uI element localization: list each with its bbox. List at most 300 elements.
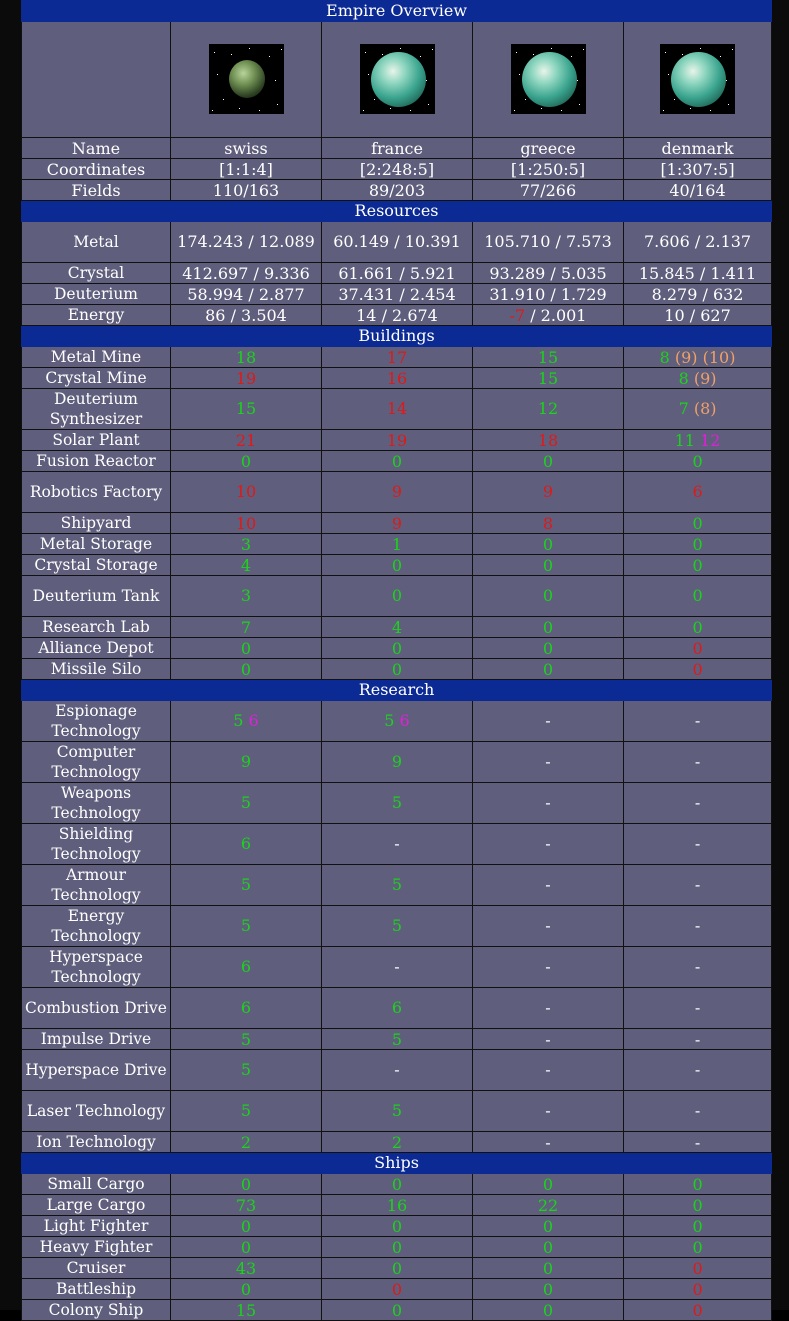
value-cell xyxy=(473,638,624,659)
row-label: Battleship xyxy=(22,1279,171,1300)
value-cell xyxy=(322,534,473,555)
value-cell xyxy=(624,1091,772,1132)
cell-value: 5 xyxy=(240,875,252,894)
cell-value: 412.697 / 9.336 xyxy=(182,263,310,283)
cell-value: 15 xyxy=(235,1300,257,1320)
cell-value: 8.279 / 632 xyxy=(651,284,744,304)
right-border xyxy=(771,0,789,1310)
value-cell xyxy=(171,865,322,906)
row-label: Computer Technology xyxy=(22,742,171,783)
value-cell xyxy=(171,701,322,742)
cell-value: 6 xyxy=(240,834,252,853)
value-cell xyxy=(473,284,624,305)
cell-value: 7 xyxy=(678,399,689,418)
cell-value: - xyxy=(694,793,701,812)
row-label: Robotics Factory xyxy=(22,472,171,513)
table-row xyxy=(22,368,772,389)
value-cell xyxy=(473,451,624,472)
value-cell xyxy=(624,305,772,326)
cell-value: 5 xyxy=(240,1060,252,1079)
row-label: Deuterium xyxy=(22,284,171,305)
star-dot xyxy=(432,49,433,50)
value-cell xyxy=(171,513,322,534)
cell-value: - xyxy=(545,957,551,976)
star-dot xyxy=(420,56,421,57)
cell-value: 12 xyxy=(537,399,559,418)
cell-value: - xyxy=(694,875,701,894)
table-row xyxy=(22,659,772,680)
planet-image-cell[interactable] xyxy=(171,22,322,138)
row-label: Crystal Storage xyxy=(22,555,171,576)
value-cell xyxy=(624,1195,772,1216)
cell-value: - xyxy=(545,793,551,812)
planet-name[interactable]: denmark xyxy=(624,138,772,159)
planet-name[interactable]: greece xyxy=(473,138,624,159)
cell-value: 5 xyxy=(240,1101,252,1120)
cell-value: 3 xyxy=(240,586,252,605)
star-dot xyxy=(217,74,218,75)
cell-value: 0 xyxy=(542,1258,554,1278)
cell-value: 0 xyxy=(391,1279,403,1299)
cell-value: 0 xyxy=(542,617,554,637)
value-cell xyxy=(171,1300,322,1321)
planet-coordinates[interactable]: [1:250:5] xyxy=(473,159,624,180)
value-cell xyxy=(171,659,322,680)
cell-value: 16 xyxy=(386,368,408,388)
value-cell xyxy=(171,783,322,824)
value-cell xyxy=(473,1050,624,1091)
value-cell xyxy=(473,824,624,865)
star-dot xyxy=(726,80,727,81)
value-cell xyxy=(473,430,624,451)
star-dot xyxy=(275,80,276,81)
value-cell xyxy=(473,347,624,368)
table-row xyxy=(22,513,772,534)
star-dot xyxy=(382,54,383,55)
cell-value: - xyxy=(394,834,400,853)
cell-value: 0 xyxy=(692,1279,703,1299)
cell-value: 9 xyxy=(391,752,403,771)
value-cell xyxy=(322,1279,473,1300)
value-cell xyxy=(322,617,473,638)
star-dot xyxy=(519,74,520,75)
value-cell xyxy=(171,1216,322,1237)
star-dot xyxy=(514,110,515,111)
empty-header-cell xyxy=(22,22,171,138)
cell-value: 174.243 / 12.089 xyxy=(177,232,315,251)
cell-value: 9 xyxy=(391,482,403,501)
cell-value: - xyxy=(694,1101,701,1120)
table-row xyxy=(22,988,772,1029)
value-cell xyxy=(171,1132,322,1153)
value-cell xyxy=(171,1195,322,1216)
star-dot xyxy=(583,49,584,50)
row-label: Small Cargo xyxy=(22,1174,171,1195)
value-cell xyxy=(624,284,772,305)
star-dot xyxy=(577,80,578,81)
table-row xyxy=(22,1237,772,1258)
value-cell xyxy=(473,865,624,906)
cell-value: 0 xyxy=(391,1216,403,1236)
value-cell xyxy=(624,534,772,555)
section-header-ships: Ships xyxy=(22,1153,772,1174)
cell-value: 0 xyxy=(692,534,703,554)
cell-value: - xyxy=(694,998,701,1017)
row-label: Ion Technology xyxy=(22,1132,171,1153)
cell-value: - xyxy=(545,916,551,935)
value-cell xyxy=(322,347,473,368)
value-cell xyxy=(473,534,624,555)
value-cell xyxy=(171,824,322,865)
cell-value: 6 xyxy=(240,998,252,1017)
cell-value: - xyxy=(545,752,551,771)
cell-value: 0 xyxy=(542,1279,554,1299)
cell-value: 1 xyxy=(391,534,403,554)
table-row xyxy=(22,906,772,947)
cell-value: 0 xyxy=(391,638,403,658)
cell-value: 0 xyxy=(240,1237,252,1257)
value-cell xyxy=(624,824,772,865)
table-row xyxy=(22,389,772,430)
cell-value: 0 xyxy=(692,638,703,658)
cell-value: 0 xyxy=(692,1237,703,1257)
table-row xyxy=(22,1195,772,1216)
cell-value: 9 xyxy=(240,752,252,771)
value-cell xyxy=(473,305,624,326)
cell-value: 15 xyxy=(235,399,257,418)
cell-value: 0 xyxy=(692,586,703,605)
value-cell xyxy=(473,555,624,576)
row-label: Deuterium Tank xyxy=(22,576,171,617)
value-cell xyxy=(322,1050,473,1091)
value-cell xyxy=(473,1237,624,1258)
star-dot xyxy=(732,49,733,50)
value-cell xyxy=(624,783,772,824)
value-cell xyxy=(624,389,772,430)
value-cell xyxy=(473,701,624,742)
cell-value: 15 xyxy=(537,347,559,367)
value-cell xyxy=(322,1132,473,1153)
small-green-planet-icon[interactable] xyxy=(209,44,284,114)
cell-value: -7 xyxy=(509,305,526,325)
star-dot xyxy=(541,108,542,109)
cell-value: 16 xyxy=(386,1195,408,1215)
cell-value: 5 xyxy=(391,916,403,935)
cell-value: 3 xyxy=(240,534,252,554)
value-cell xyxy=(624,947,772,988)
value-cell xyxy=(171,472,322,513)
row-label: Espionage Technology xyxy=(22,701,171,742)
value-cell xyxy=(624,865,772,906)
cell-value: 0 xyxy=(391,1174,403,1194)
star-dot xyxy=(561,110,562,111)
value-cell xyxy=(624,347,772,368)
page-title: Empire Overview xyxy=(22,1,772,22)
table-row xyxy=(22,1279,772,1300)
cell-value: 6 xyxy=(240,957,252,976)
value-cell xyxy=(171,263,322,284)
value-cell xyxy=(473,263,624,284)
value-cell xyxy=(322,1258,473,1279)
teal-planet-icon[interactable] xyxy=(511,44,586,114)
value-cell xyxy=(624,742,772,783)
row-label: Laser Technology xyxy=(22,1091,171,1132)
planet-fields: 110/163 xyxy=(171,180,322,201)
cell-value: 5 xyxy=(391,1101,403,1120)
value-cell xyxy=(171,534,322,555)
cell-value: 0 xyxy=(391,1300,403,1320)
cell-value: 6 xyxy=(391,998,403,1017)
planet-sphere xyxy=(671,52,726,107)
cell-value: 86 / 3.504 xyxy=(205,305,287,325)
cell-value: - xyxy=(545,1060,551,1079)
table-row xyxy=(22,451,772,472)
value-cell xyxy=(322,824,473,865)
value-cell xyxy=(624,555,772,576)
table-row xyxy=(22,347,772,368)
cell-value: 37.431 / 2.454 xyxy=(338,284,456,304)
row-label: Large Cargo xyxy=(22,1195,171,1216)
cell-value: 22 xyxy=(537,1195,559,1215)
table-row xyxy=(22,824,772,865)
cell-value: 17 xyxy=(386,347,408,367)
cell-value: 0 xyxy=(542,555,554,575)
cell-value: 0 xyxy=(391,451,403,471)
cell-value: 21 xyxy=(235,430,257,450)
value-cell xyxy=(473,659,624,680)
star-dot xyxy=(674,99,675,100)
planet-sphere xyxy=(371,52,426,107)
table-row xyxy=(22,1258,772,1279)
cell-value: 60.149 / 10.391 xyxy=(333,232,461,251)
cell-value: 6 xyxy=(243,711,259,730)
star-dot xyxy=(579,104,580,105)
value-cell xyxy=(171,389,322,430)
cell-value: 0 xyxy=(542,451,554,471)
cell-value: - xyxy=(694,1029,701,1049)
cell-value: 0 xyxy=(692,1195,703,1215)
row-label: Energy Technology xyxy=(22,906,171,947)
row-label: Metal Mine xyxy=(22,347,171,368)
row-label: Crystal xyxy=(22,263,171,284)
planet-name[interactable]: swiss xyxy=(171,138,322,159)
section-header-research: Research xyxy=(22,680,772,701)
value-cell xyxy=(322,1195,473,1216)
star-dot xyxy=(710,110,711,111)
value-cell xyxy=(171,988,322,1029)
table-row xyxy=(22,1174,772,1195)
cell-value: / 2.001 xyxy=(525,305,587,325)
cell-value: (9) xyxy=(688,368,717,388)
cell-value: 6 xyxy=(394,711,410,730)
cell-value: (9) xyxy=(669,347,698,367)
value-cell xyxy=(322,1237,473,1258)
value-cell xyxy=(624,659,772,680)
value-cell xyxy=(171,906,322,947)
value-cell xyxy=(473,1279,624,1300)
value-cell xyxy=(322,1029,473,1050)
cell-value: 0 xyxy=(240,1174,252,1194)
planet-image-cell[interactable] xyxy=(473,22,624,138)
planet-coordinates[interactable]: [2:248:5] xyxy=(322,159,473,180)
value-cell xyxy=(624,1279,772,1300)
star-dot xyxy=(426,80,427,81)
star-dot xyxy=(223,99,224,100)
table-row xyxy=(22,305,772,326)
table-row xyxy=(22,555,772,576)
value-cell xyxy=(322,701,473,742)
row-label: Shipyard xyxy=(22,513,171,534)
value-cell xyxy=(624,906,772,947)
cell-value: 14 / 2.674 xyxy=(356,305,438,325)
star-dot xyxy=(516,52,517,53)
cell-value: 7 xyxy=(240,617,252,637)
row-label: Coordinates xyxy=(22,159,171,180)
star-dot xyxy=(728,104,729,105)
value-cell xyxy=(171,222,322,263)
value-cell xyxy=(473,617,624,638)
value-cell xyxy=(624,1050,772,1091)
value-cell xyxy=(624,1029,772,1050)
value-cell xyxy=(322,1174,473,1195)
value-cell xyxy=(171,576,322,617)
cell-value: 8 xyxy=(659,347,670,367)
value-cell xyxy=(171,305,322,326)
planet-image-cell[interactable] xyxy=(624,22,772,138)
section-header-resources: Resources xyxy=(22,201,772,222)
value-cell xyxy=(171,1050,322,1091)
cell-value: - xyxy=(545,711,551,730)
cell-value: 0 xyxy=(391,1258,403,1278)
value-cell xyxy=(624,472,772,513)
value-cell xyxy=(624,701,772,742)
row-label: Shielding Technology xyxy=(22,824,171,865)
value-cell xyxy=(171,947,322,988)
value-cell xyxy=(473,472,624,513)
star-dot xyxy=(269,56,270,57)
planet-name[interactable]: france xyxy=(322,138,473,159)
planet-fields: 77/266 xyxy=(473,180,624,201)
cell-value: 0 xyxy=(391,586,403,605)
value-cell xyxy=(322,742,473,783)
row-label: Heavy Fighter xyxy=(22,1237,171,1258)
cell-value: 4 xyxy=(391,617,403,637)
cell-value: (8) xyxy=(688,399,717,418)
row-label: Missile Silo xyxy=(22,659,171,680)
table-row xyxy=(22,742,772,783)
value-cell xyxy=(171,347,322,368)
cell-value: - xyxy=(694,957,701,976)
value-cell xyxy=(473,513,624,534)
value-cell xyxy=(473,906,624,947)
value-cell xyxy=(171,1029,322,1050)
star-dot xyxy=(690,108,691,109)
teal-planet-icon[interactable] xyxy=(660,44,735,114)
cell-value: 15.845 / 1.411 xyxy=(638,263,757,283)
cell-value: 15 xyxy=(537,368,559,388)
section-header-buildings: Buildings xyxy=(22,326,772,347)
cell-value: 31.910 / 1.729 xyxy=(489,284,607,304)
cell-value: - xyxy=(694,1060,701,1079)
planet-coordinates[interactable]: [1:307:5] xyxy=(624,159,772,180)
cell-value: - xyxy=(545,1101,551,1120)
star-dot xyxy=(551,48,552,49)
value-cell xyxy=(171,284,322,305)
cell-value: 9 xyxy=(542,482,554,501)
cell-value: 0 xyxy=(542,1300,554,1320)
row-label: Cruiser xyxy=(22,1258,171,1279)
row-label: Combustion Drive xyxy=(22,988,171,1029)
value-cell xyxy=(473,742,624,783)
table-row xyxy=(22,1216,772,1237)
value-cell xyxy=(171,1091,322,1132)
cell-value: 5 xyxy=(391,793,403,812)
value-cell xyxy=(322,783,473,824)
value-cell xyxy=(473,1174,624,1195)
cell-value: 61.661 / 5.921 xyxy=(338,263,456,283)
cell-value: 5 xyxy=(240,793,252,812)
cell-value: - xyxy=(545,998,551,1017)
left-border xyxy=(0,0,21,1310)
value-cell xyxy=(624,576,772,617)
planet-fields: 40/164 xyxy=(624,180,772,201)
cell-value: 58.994 / 2.877 xyxy=(187,284,305,304)
value-cell xyxy=(624,222,772,263)
value-cell xyxy=(322,263,473,284)
value-cell xyxy=(171,1237,322,1258)
value-cell xyxy=(624,1132,772,1153)
value-cell xyxy=(171,1279,322,1300)
star-dot xyxy=(663,110,664,111)
cell-value: - xyxy=(694,1132,701,1152)
star-dot xyxy=(368,74,369,75)
value-cell xyxy=(473,576,624,617)
cell-value: 0 xyxy=(542,534,554,554)
star-dot xyxy=(374,99,375,100)
cell-value: 5 xyxy=(391,875,403,894)
value-cell xyxy=(171,555,322,576)
star-dot xyxy=(533,54,534,55)
value-cell xyxy=(624,988,772,1029)
value-cell xyxy=(322,555,473,576)
value-cell xyxy=(322,1216,473,1237)
row-label: Colony Ship xyxy=(22,1300,171,1321)
cell-value: 0 xyxy=(692,1258,703,1278)
star-dot xyxy=(277,104,278,105)
cell-value: 19 xyxy=(386,430,408,450)
value-cell xyxy=(322,865,473,906)
star-dot xyxy=(259,110,260,111)
cell-value: 5 xyxy=(233,711,244,730)
cell-value: - xyxy=(694,752,701,771)
table-row xyxy=(22,947,772,988)
cell-value: 0 xyxy=(240,1216,252,1236)
value-cell xyxy=(473,389,624,430)
teal-planet-icon[interactable] xyxy=(360,44,435,114)
value-cell xyxy=(322,368,473,389)
planet-image-cell[interactable] xyxy=(322,22,473,138)
value-cell xyxy=(473,222,624,263)
table-row xyxy=(22,263,772,284)
cell-value: 19 xyxy=(235,368,257,388)
cell-value: 0 xyxy=(692,1300,703,1320)
cell-value: 8 xyxy=(542,513,554,533)
star-dot xyxy=(665,52,666,53)
planet-coordinates[interactable]: [1:1:4] xyxy=(171,159,322,180)
star-dot xyxy=(682,54,683,55)
value-cell xyxy=(322,284,473,305)
cell-value: (10) xyxy=(697,347,736,367)
